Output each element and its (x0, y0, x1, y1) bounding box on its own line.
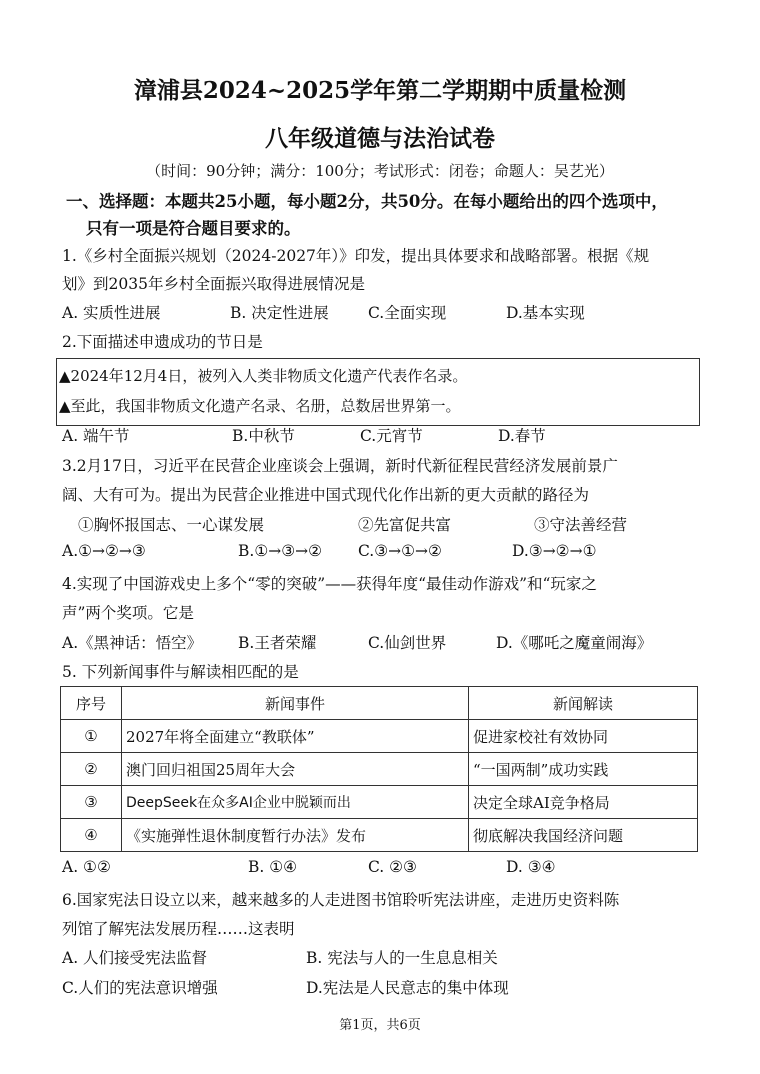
row-no: ④ (61, 819, 122, 852)
q1-option-d: D.基本实现 (506, 304, 585, 322)
q3-option-d: D.③→②→① (512, 542, 597, 560)
q2-material-line2: ▲至此，我国非物质文化遗产名录、名册，总数居世界第一。 (59, 397, 461, 415)
table-row (61, 786, 698, 819)
table-header-event: 新闻事件 (122, 687, 469, 720)
q3-stem-line1: 3.2月17日，习近平在民营企业座谈会上强调，新时代新征程民营经济发展前景广 (62, 457, 618, 475)
q3-item-3: ③守法善经营 (534, 516, 628, 534)
row-reading: 促进家校社有效协同 (469, 720, 698, 753)
row-no: ① (61, 720, 122, 753)
q3-option-b: B.①→③→② (238, 542, 322, 560)
q4-option-d: D.《哪吒之魔童闹海》 (496, 634, 653, 652)
row-reading: 彻底解决我国经济问题 (469, 819, 698, 852)
q4-stem-line2: 声”两个奖项。它是 (62, 604, 194, 622)
row-event: 2027年将全面建立“教联体” (122, 720, 469, 753)
q5-news-table (60, 686, 698, 852)
row-no: ③ (61, 786, 122, 819)
q1-stem-line1: 1.《乡村全面振兴规划（2024-2027年）》印发，提出具体要求和战略部署。根据《规 (62, 247, 650, 265)
q3-option-a: A.①→②→③ (62, 542, 146, 560)
q2-option-b: B.中秋节 (232, 427, 295, 445)
q4-option-b: B.王者荣耀 (238, 634, 317, 652)
q2-material-box (56, 358, 700, 426)
table-row (61, 819, 698, 852)
section-heading-line1: 一、选择题：本题共25小题，每小题2分，共50分。在每小题给出的四个选项中， (66, 192, 668, 211)
table-row (61, 753, 698, 786)
q6-stem-line1: 6.国家宪法日设立以来，越来越多的人走进图书馆聆听宪法讲座，走进历史资料陈 (62, 891, 620, 909)
q4-option-a: A.《黑神话：悟空》 (62, 634, 203, 652)
q1-stem-line2: 划》到2035年乡村全面振兴取得进展情况是 (62, 275, 365, 293)
q1-option-a: A. 实质性进展 (62, 304, 161, 322)
row-event: 《实施弹性退休制度暂行办法》发布 (122, 819, 469, 852)
q3-item-2: ②先富促共富 (358, 516, 452, 534)
exam-title: 漳浦县2024~2025学年第二学期期中质量检测 (133, 77, 627, 104)
q2-material-line1: ▲2024年12月4日，被列入人类非物质文化遗产代表作名录。 (59, 367, 468, 385)
section-heading-line2: 只有一项是符合题目要求的。 (86, 219, 301, 238)
q6-option-d: D.宪法是人民意志的集中体现 (306, 979, 509, 997)
q2-option-d: D.春节 (498, 427, 546, 445)
table-header-reading: 新闻解读 (469, 687, 698, 720)
q1-option-b: B. 决定性进展 (230, 304, 329, 322)
row-event: DeepSeek在众多AI企业中脱颖而出 (122, 786, 469, 819)
row-event: 澳门回归祖国25周年大会 (122, 753, 469, 786)
q5-option-c: C. ②③ (368, 858, 417, 876)
row-reading: “一国两制”成功实践 (469, 753, 698, 786)
q2-stem: 2.下面描述申遗成功的节日是 (62, 333, 263, 351)
row-reading: 决定全球AI竞争格局 (469, 786, 698, 819)
q3-item-1: ①胸怀报国志、一心谋发展 (78, 516, 265, 534)
q2-option-a: A. 端午节 (62, 427, 130, 445)
q1-option-c: C.全面实现 (368, 304, 447, 322)
q6-option-a: A. 人们接受宪法监督 (62, 949, 208, 967)
q3-option-c: C.③→①→② (358, 542, 442, 560)
q4-option-c: C.仙剑世界 (368, 634, 447, 652)
q6-option-b: B. 宪法与人的一生息息相关 (306, 949, 498, 967)
q5-option-d: D. ③④ (506, 858, 556, 876)
page-number: 第1页，共6页 (339, 1018, 421, 1033)
q2-option-c: C.元宵节 (360, 427, 423, 445)
q4-stem-line1: 4.实现了中国游戏史上多个“零的突破”——获得年度“最佳动作游戏”和“玩家之 (62, 575, 597, 593)
row-no: ② (61, 753, 122, 786)
q3-stem-line2: 阔、大有可为。提出为民营企业推进中国式现代化作出新的更大贡献的路径为 (62, 486, 590, 504)
q5-option-b: B. ①④ (248, 858, 298, 876)
q5-option-a: A. ①② (62, 858, 111, 876)
exam-info: （时间：90分钟；满分：100分；考试形式：闭卷；命题人：吴艺光） (146, 162, 614, 180)
table-row (61, 720, 698, 753)
q6-option-c: C.人们的宪法意识增强 (62, 979, 218, 997)
q5-stem: 5. 下列新闻事件与解读相匹配的是 (62, 663, 299, 681)
exam-subtitle: 八年级道德与法治试卷 (265, 125, 495, 152)
table-header-row (61, 687, 698, 720)
q6-stem-line2: 列馆了解宪法发展历程……这表明 (62, 920, 295, 938)
table-header-no: 序号 (61, 687, 122, 720)
